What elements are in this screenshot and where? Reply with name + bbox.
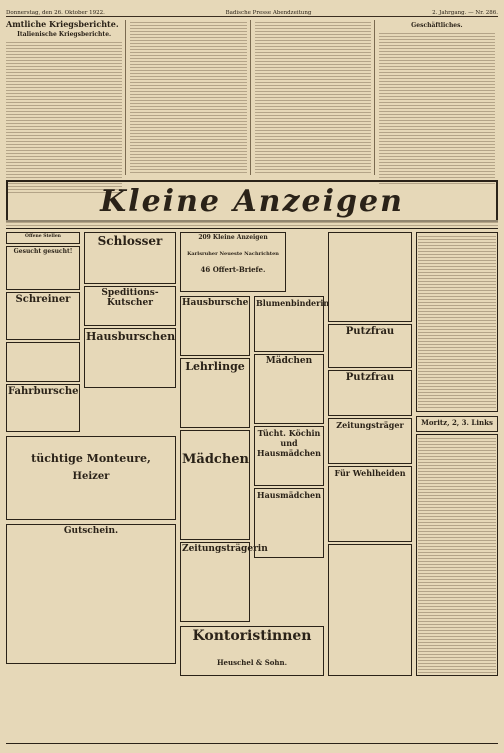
ad: Mädchen [254,354,324,424]
text-block [130,20,246,175]
banner-subline [6,220,498,229]
ad: Mädchen [180,430,250,540]
ad [6,342,80,382]
ad: Zeitungsträgerin [180,542,250,622]
text-block [255,20,371,175]
ad: Hausburschen [84,328,176,388]
column-heading: Amtliche Kriegsberichte. [6,19,119,29]
ad-column [416,434,498,676]
header-title: Badische Presse Abendzeitung [225,10,312,16]
ad-feature: 209 Kleine Anzeigen Karlsruher Neueste Nachrichten 46 Offert-Briefe. [180,232,286,292]
ad: Fahrbursche [6,384,80,432]
ad-column [416,232,498,412]
text-block [418,234,496,410]
ad: Schlosser [84,232,176,284]
news-column-4 [379,20,498,175]
text-block [6,220,498,228]
ad-kontoristinnen: Kontoristinnen Heuschel & Sohn. [180,626,324,676]
news-column-2 [130,20,250,175]
text-block [6,40,122,195]
ad-header: Offene Stellen [6,232,80,244]
ad: Moritz, 2, 3. Links [416,416,498,432]
ad: Schreiner [6,292,80,340]
ad: Putzfrau [328,324,412,368]
news-columns [6,20,498,175]
ad [328,544,412,676]
ad: Hausbursche [180,296,250,356]
ad: Lehrlinge [180,358,250,428]
ads-grid [6,232,498,738]
banner-title: Kleine Anzeigen [100,183,404,219]
text-block [379,31,495,186]
ad: Speditions-Kutscher [84,286,176,326]
text-block [418,436,496,674]
ad: Hausmädchen [254,488,324,558]
header-date: Donnerstag, den 26. Oktober 1922. [6,10,105,16]
page-footer [6,743,498,750]
ad: Zeitungsträger [328,418,412,464]
header-issue: 2. Jahrgang. — Nr. 286. [432,10,498,16]
ad: Putzfrau [328,370,412,416]
ad [328,232,412,322]
ad: Tücht. Köchin und Hausmädchen [254,426,324,486]
ad: Blumenbinderin [254,296,324,352]
ad-gutschein: Gutschein. [6,524,176,664]
news-column-3 [255,20,375,175]
section-banner [6,180,498,222]
page-header [6,4,498,17]
ad-monteure: tüchtige Monteure, Heizer [6,436,176,520]
ad: Gesucht gesucht! [6,246,80,290]
news-column-1 [6,20,126,175]
ad: Für Wehlheiden [328,466,412,542]
column-subheading: Italienische Kriegsberichte. [17,31,112,38]
column-subheading: Geschäftliches. [411,22,463,29]
